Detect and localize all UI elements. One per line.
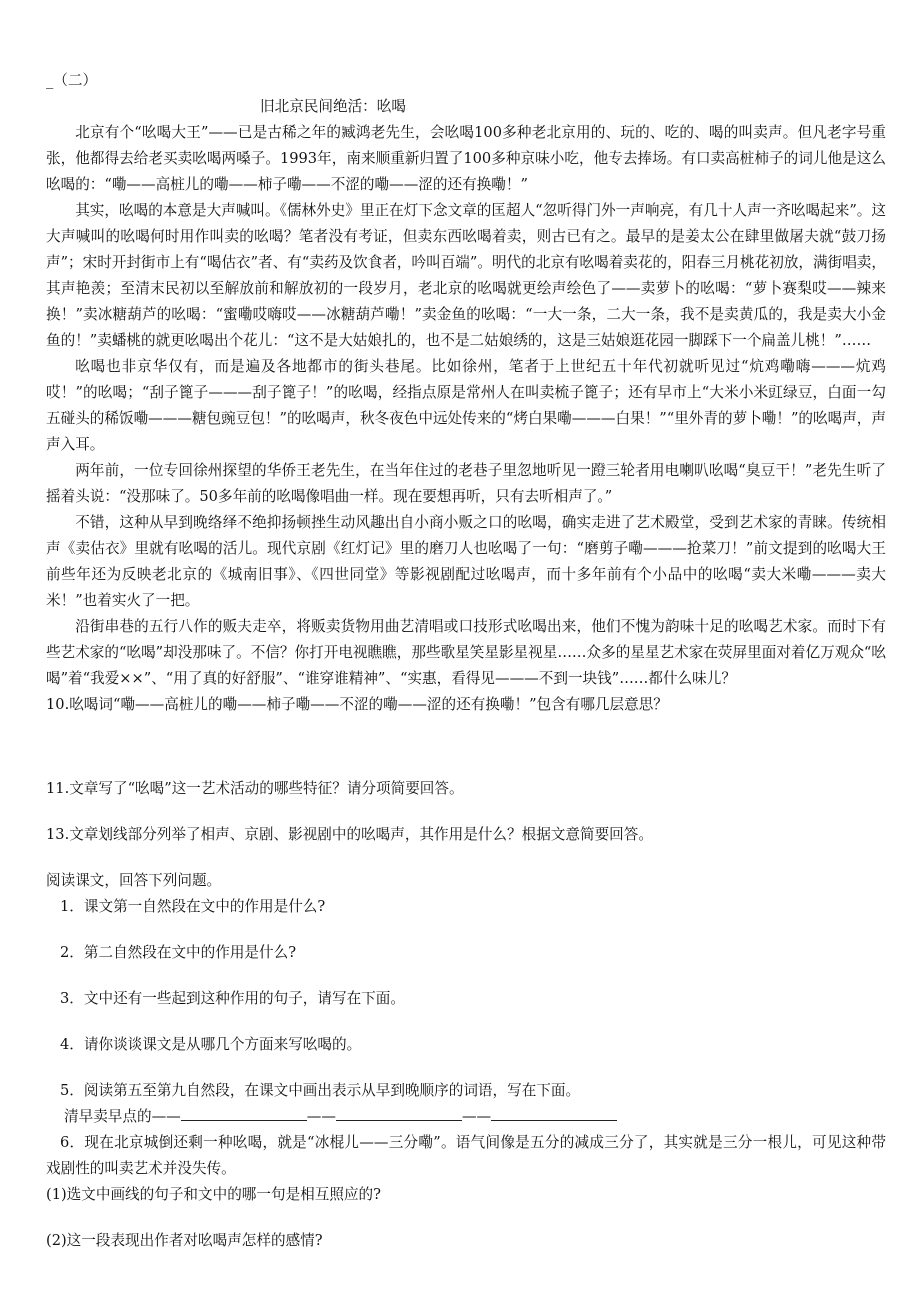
answer-space-10 [46, 718, 886, 776]
sub-question-4: 4．请你谈谈课文是从哪几个方面来写吆喝的。 [60, 1036, 362, 1053]
document-page [46, 68, 886, 1254]
answer-space-6-1 [46, 1208, 886, 1228]
question-13: 13.文章划线部分列举了相声、京剧、影视剧中的吆喝声，其作用是什么？根据文意简要回答。 [46, 826, 653, 843]
article-paragraph-5: 不错，这种从早到晚络绎不绝抑扬顿挫生动风趣出自小商小贩之口的吆喝，确实走进了艺术殿堂，受到艺术家的青睐。传统相声《卖估衣》里就有吆喝的活儿。现代京剧《红灯记》里的磨刀人也吆喝了一句：“磨剪子嘞———抢菜刀！”前文提到的吆喝大王前些年还为反映老北京的《城南旧事》、《四世同堂》等影视剧配过吆喝声，而十多年前有个小品中的吆喝“卖大米嘞———卖大米！”也着实火了一把。 [46, 514, 886, 609]
fill-dash-1: —— [306, 1108, 336, 1125]
fill-prefix: 清早卖早点的—— [64, 1108, 181, 1125]
sub-question-1: 1．课文第一自然段在文中的作用是什么? [60, 898, 326, 915]
reading-intro: 阅读课文，回答下列问题。 [46, 872, 222, 889]
sub-question-5: 5．阅读第五至第九自然段，在课文中画出表示从早到晚顺序的词语，写在下面。 [60, 1082, 581, 1099]
question-10: 10.吆喝词“嘞——高桩儿的嘞——柿子嘞——不涩的嘞——涩的还有换嘞！”包含有哪几层意思？ [46, 696, 668, 713]
sub-question-6-1: (1)选文中画线的句子和文中的哪一句是相互照应的? [46, 1186, 381, 1203]
answer-space-2 [46, 966, 886, 986]
fill-blank-1[interactable] [181, 1106, 307, 1121]
sub-question-6: 6．现在北京城倒还剩一种吆喝，就是“冰棍儿——三分嘞”。语气间像是五分的减成三分了，其实就是三分一根儿，可见这种带戏剧性的叫卖艺术并没失传。 [46, 1134, 886, 1177]
fill-dash-2: —— [461, 1108, 492, 1125]
article-title: 旧北京民间绝活：吆喝 [260, 98, 406, 115]
article-paragraph-4: 两年前，一位专回徐州探望的华侨王老先生，在当年住过的老巷子里忽地听见一蹬三轮者用电喇叭吆喝“臭豆干！”老先生听了摇着头说：“没那味了。50多年前的吆喝像唱曲一样。现在要想再听，只有去听相声了。” [46, 462, 886, 505]
article-paragraph-2: 其实，吆喝的本意是大声喊叫。《儒林外史》里正在灯下念文章的匡超人“忽听得门外一声响亮，有几十人声一齐吆喝起来”。这大声喊叫的吆喝何时用作叫卖的吆喝？笔者没有考证，但卖东西吆喝着卖，则古已有之。最早的是姜太公在肆里做屠夫就“鼓刀扬声”；宋时开封街市上有“喝估衣”者、有“卖药及饮食者，吟叫百端”。明代的北京有吆喝着卖花的，阳春三月桃花初放，满街唱卖，其声艳羡；至清末民初以至解放前和解放初的一段岁月，老北京的吆喝就更绘声绘色了——卖萝卜的吆喝：“萝卜赛梨哎——辣来换！”卖冰糖葫芦的吆喝：“蜜嘞哎嗨哎——冰糖葫芦嘞！”卖金鱼的吆喝：“一大一条，二大一条，我不是卖黄瓜的，我是卖大小金鱼的！”卖蟠桃的就更吆喝出个花儿：“这不是大姑娘扎的，也不是二姑娘绣的，这是三姑娘逛花园一脚踩下一个扁盖儿桃！”…… [46, 202, 886, 349]
section-label: _（二） [46, 72, 98, 89]
article-paragraph-1: 北京有个“吆喝大王”——已是古稀之年的臧鸿老先生，会吆喝100多种老北京用的、玩的、吃的、喝的叫卖声。但凡老字号重张，他都得去给老买卖吆喝两嗓子。1993年，南来顺重新归置了100多种京味小吃，他专去捧场。有口卖高桩柿子的词儿他是这么吆喝的：“嘞——高桩儿的嘞——柿子嘞——不涩的嘞——涩的还有换嘞！” [46, 124, 886, 193]
question-11: 11.文章写了“吆喝”这一艺术活动的哪些特征？请分项简要回答。 [46, 780, 464, 797]
answer-space-1 [46, 920, 886, 940]
sub-question-6-2: (2)这一段表现出作者对吆喝声怎样的感情? [46, 1232, 323, 1249]
fill-blank-2[interactable] [336, 1106, 462, 1121]
answer-space-13 [46, 848, 886, 868]
fill-blank-3[interactable] [491, 1106, 617, 1121]
sub-question-3: 3．文中还有一些起到这种作用的句子，请写在下面。 [60, 990, 405, 1007]
article-paragraph-6: 沿街串巷的五行八作的贩夫走卒，将贩卖货物用曲艺清唱或口技形式吆喝出来，他们不愧为韵味十足的吆喝艺术家。而时下有些艺术家的“吆喝”却没那味了。不信？你打开电视瞧瞧，那些歌星笑星影星视星……众多的星星艺术家在荧屏里面对着亿万观众“吆喝”着“我爱××”、“用了真的好舒服”、“谁穿谁精神”、“实惠，看得见———不到一块钱”……都什么味儿？ [46, 618, 886, 687]
sub-question-2: 2．第二自然段在文中的作用是什么? [60, 944, 297, 961]
answer-space-3 [46, 1012, 886, 1032]
answer-space-11 [46, 802, 886, 822]
fill-in-line [46, 1104, 886, 1130]
answer-space-4 [46, 1058, 886, 1078]
article-paragraph-3: 吆喝也非京华仅有，而是遍及各地都市的街头巷尾。比如徐州，笔者于上世纪五十年代初就听见过“炕鸡嘞嗨———炕鸡哎！”的吆喝；“刮子篦子———刮子篦子！”的吆喝，经指点原是常州人在叫卖梳子篦子；还有早市上“大米小米豇绿豆，白面一勾五碰头的稀饭嘞———糖包豌豆包！”的吆喝声，秋冬夜色中远处传来的“烤白果嘞———白果！”“里外青的萝卜嘞！”的吆喝声，声声入耳。 [46, 358, 886, 453]
